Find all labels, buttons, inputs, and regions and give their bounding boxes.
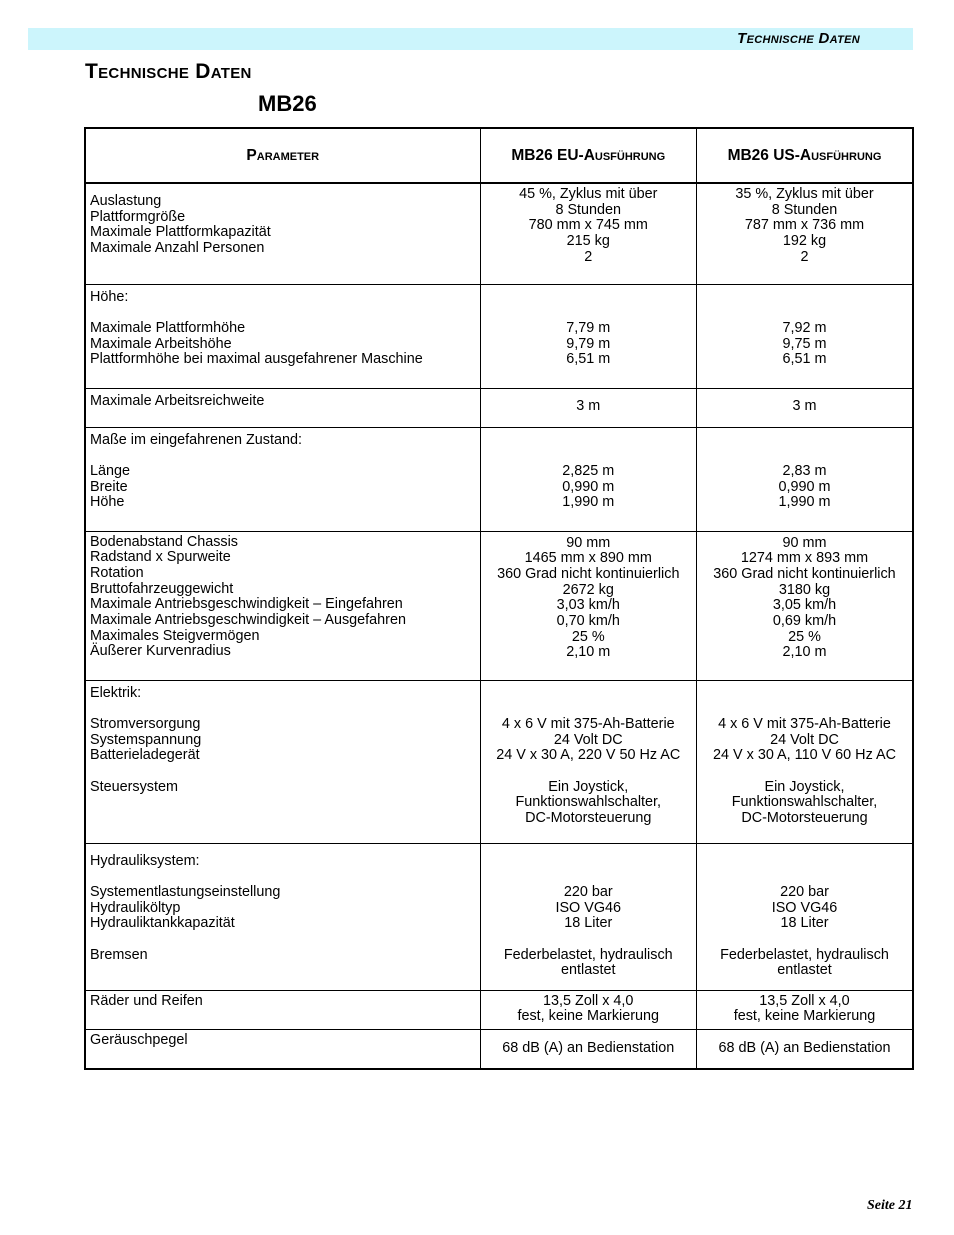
eu-value-cell [480, 284, 696, 388]
eu-value: 8 Stunden [555, 201, 622, 218]
eu-value: 90 mm [566, 534, 611, 551]
us-value: 1274 mm x 893 mm [740, 550, 869, 567]
us-value: 25 % [788, 628, 821, 645]
us-value: 8 Stunden [771, 201, 838, 218]
param-label: Maximale Anzahl Personen [90, 240, 265, 257]
us-value-cell [697, 843, 914, 990]
page-number: Seite 21 [867, 1198, 913, 1213]
eu-value-cell [480, 843, 696, 990]
param-label: Räder und Reifen [90, 992, 203, 1009]
param-label: Stromversorgung [90, 715, 201, 732]
table-row [85, 843, 913, 990]
us-value: 0,69 km/h [772, 613, 837, 630]
us-value: 192 kg [782, 233, 827, 250]
eu-value: 24 V x 30 A, 220 V 50 Hz AC [496, 747, 681, 764]
us-value-cell [697, 531, 914, 680]
us-value: Funktionswahlschalter, [731, 794, 878, 811]
param-label: Maximale Arbeitsreichweite [90, 392, 265, 409]
eu-value-cell [480, 531, 696, 680]
us-value-cell [697, 388, 914, 427]
us-value: 35 %, Zyklus mit über [735, 186, 874, 202]
eu-value-cell [480, 1029, 696, 1069]
eu-value: DC-Motorsteuerung [525, 810, 652, 827]
us-value: 24 Volt DC [770, 731, 839, 748]
param-cell [85, 531, 480, 680]
param-label: Plattformgröße [90, 208, 186, 225]
eu-value: 1465 mm x 890 mm [524, 550, 652, 567]
param-label: Äußerer Kurvenradius [90, 643, 231, 660]
us-value: 4 x 6 V mit 375-Ah-Batterie [718, 715, 891, 732]
eu-value: ISO VG46 [555, 899, 622, 916]
eu-value: 2,825 m [562, 462, 615, 479]
eu-value: 45 %, Zyklus mit über [519, 186, 658, 202]
eu-value: 9,79 m [566, 335, 611, 352]
table-row [85, 183, 913, 284]
us-value: 3180 kg [778, 581, 831, 598]
eu-value: 780 mm x 745 mm [528, 217, 648, 234]
us-value: 18 Liter [780, 915, 829, 932]
param-label: Steuersystem [90, 778, 178, 795]
header-eu: MB26 EU-Ausführung [480, 128, 696, 183]
eu-value: 24 Volt DC [553, 731, 623, 748]
param-label: Systemspannung [90, 731, 202, 748]
param-cell [85, 388, 480, 427]
eu-value-cell [480, 990, 696, 1029]
table-row [85, 531, 913, 680]
param-heading: Maße im eingefahrenen Zustand: [90, 431, 302, 448]
spec-table [84, 127, 914, 1070]
eu-value: 4 x 6 V mit 375-Ah-Batterie [501, 715, 675, 732]
eu-value: 215 kg [566, 233, 610, 250]
param-label: Länge [90, 462, 131, 479]
eu-value-cell [480, 680, 696, 843]
us-value-cell [697, 680, 914, 843]
eu-value: 18 Liter [564, 915, 613, 932]
us-value: 787 mm x 736 mm [744, 217, 865, 234]
header-parameter: Parameter [85, 128, 480, 183]
table-row [85, 1029, 913, 1069]
param-label: Rotation [90, 564, 144, 581]
param-cell [85, 1029, 480, 1069]
param-label: Systementlastungseinstellung [90, 883, 281, 900]
eu-value: 1,990 m [562, 494, 615, 511]
param-cell [85, 427, 480, 531]
eu-value: Ein Joystick, [548, 778, 629, 795]
us-value: Federbelastet, hydraulisch [720, 946, 889, 963]
running-title: Technische Daten [737, 30, 860, 47]
param-label: Maximales Steigvermögen [90, 627, 260, 644]
eu-value: 2,10 m [566, 644, 611, 661]
param-label: Maximale Antriebsgeschwindigkeit – Ausgefahren [90, 612, 406, 629]
us-value: 2,83 m [782, 462, 827, 479]
us-value: DC-Motorsteuerung [741, 810, 868, 827]
param-label: Maximale Arbeitshöhe [90, 335, 232, 352]
param-label: Bruttofahrzeuggewicht [90, 580, 234, 597]
eu-value: 13,5 Zoll x 4,0 [543, 992, 634, 1009]
us-value-cell [697, 183, 914, 284]
eu-value: Funktionswahlschalter, [515, 794, 662, 811]
us-value: 90 mm [782, 534, 827, 551]
eu-value: 68 dB (A) an Bedienstation [502, 1039, 675, 1056]
us-value: 360 Grad nicht kontinuierlich [713, 565, 896, 582]
param-label: Plattformhöhe bei maximal ausgefahrener Maschine [90, 351, 423, 368]
eu-value: 3 m [576, 398, 601, 415]
us-value: 1,990 m [778, 494, 831, 511]
us-value: 2,10 m [782, 644, 827, 661]
us-value: 0,990 m [778, 478, 831, 495]
eu-value: 2 [584, 248, 593, 265]
param-cell [85, 183, 480, 284]
param-label: Maximale Antriebsgeschwindigkeit – Eingefahren [90, 596, 403, 613]
us-value: 68 dB (A) an Bedienstation [718, 1039, 891, 1056]
eu-value: 2672 kg [562, 581, 614, 598]
page-title: Technische Daten [85, 60, 252, 83]
us-value: 24 V x 30 A, 110 V 60 Hz AC [713, 747, 896, 764]
us-value: 2 [800, 248, 809, 265]
us-value: 7,92 m [782, 319, 827, 336]
param-label: Batterieladegerät [90, 747, 200, 764]
us-value: 3 m [792, 398, 817, 415]
model-title: MB26 [258, 91, 317, 116]
param-label: Maximale Plattformkapazität [90, 224, 271, 241]
us-value: 3,05 km/h [772, 597, 837, 614]
table-row [85, 427, 913, 531]
eu-value-cell [480, 427, 696, 531]
param-cell [85, 680, 480, 843]
us-value: 6,51 m [782, 351, 827, 368]
eu-value: Federbelastet, hydraulisch [503, 946, 673, 963]
table-header-row [85, 128, 913, 183]
param-label: Radstand x Spurweite [90, 549, 231, 566]
eu-value: entlastet [561, 962, 616, 979]
us-value-cell [697, 284, 914, 388]
param-label: Auslastung [90, 193, 162, 209]
param-label: Breite [90, 478, 128, 495]
us-value: ISO VG46 [771, 899, 838, 916]
eu-value: 0,70 km/h [556, 613, 620, 630]
param-heading: Höhe: [90, 288, 129, 305]
param-heading: Elektrik: [90, 684, 142, 701]
param-label: Bremsen [90, 946, 148, 963]
param-label: Hydrauliktankkapazität [90, 915, 235, 932]
param-label: Maximale Plattformhöhe [90, 319, 246, 336]
eu-value: fest, keine Markierung [517, 1008, 660, 1025]
us-value: entlastet [777, 962, 832, 979]
table-row [85, 284, 913, 388]
param-heading: Hydrauliksystem: [90, 852, 200, 869]
eu-value: 0,990 m [562, 478, 615, 495]
us-value: 220 bar [780, 883, 829, 900]
us-value-cell [697, 990, 914, 1029]
us-value: 9,75 m [782, 335, 827, 352]
param-cell [85, 284, 480, 388]
table-row [85, 388, 913, 427]
eu-value: 3,03 km/h [556, 597, 620, 614]
param-label: Höhe [90, 494, 125, 511]
eu-value: 220 bar [563, 883, 613, 900]
us-value-cell [697, 1029, 914, 1069]
param-label: Geräuschpegel [90, 1031, 188, 1048]
eu-value-cell [480, 183, 696, 284]
table-row [85, 990, 913, 1029]
us-value: 13,5 Zoll x 4,0 [759, 992, 850, 1009]
table-row [85, 680, 913, 843]
us-value: fest, keine Markierung [733, 1008, 876, 1025]
param-label: Hydrauliköltyp [90, 899, 181, 916]
us-value-cell [697, 427, 914, 531]
eu-value: 7,79 m [566, 319, 611, 336]
param-cell [85, 990, 480, 1029]
eu-value: 6,51 m [566, 351, 611, 368]
param-label: Bodenabstand Chassis [90, 533, 239, 550]
param-cell [85, 843, 480, 990]
us-value: Ein Joystick, [764, 778, 845, 795]
eu-value: 360 Grad nicht kontinuierlich [497, 565, 680, 582]
eu-value-cell [480, 388, 696, 427]
header-us: MB26 US-Ausführung [697, 128, 914, 183]
eu-value: 25 % [571, 628, 605, 645]
header-bar [28, 28, 913, 50]
